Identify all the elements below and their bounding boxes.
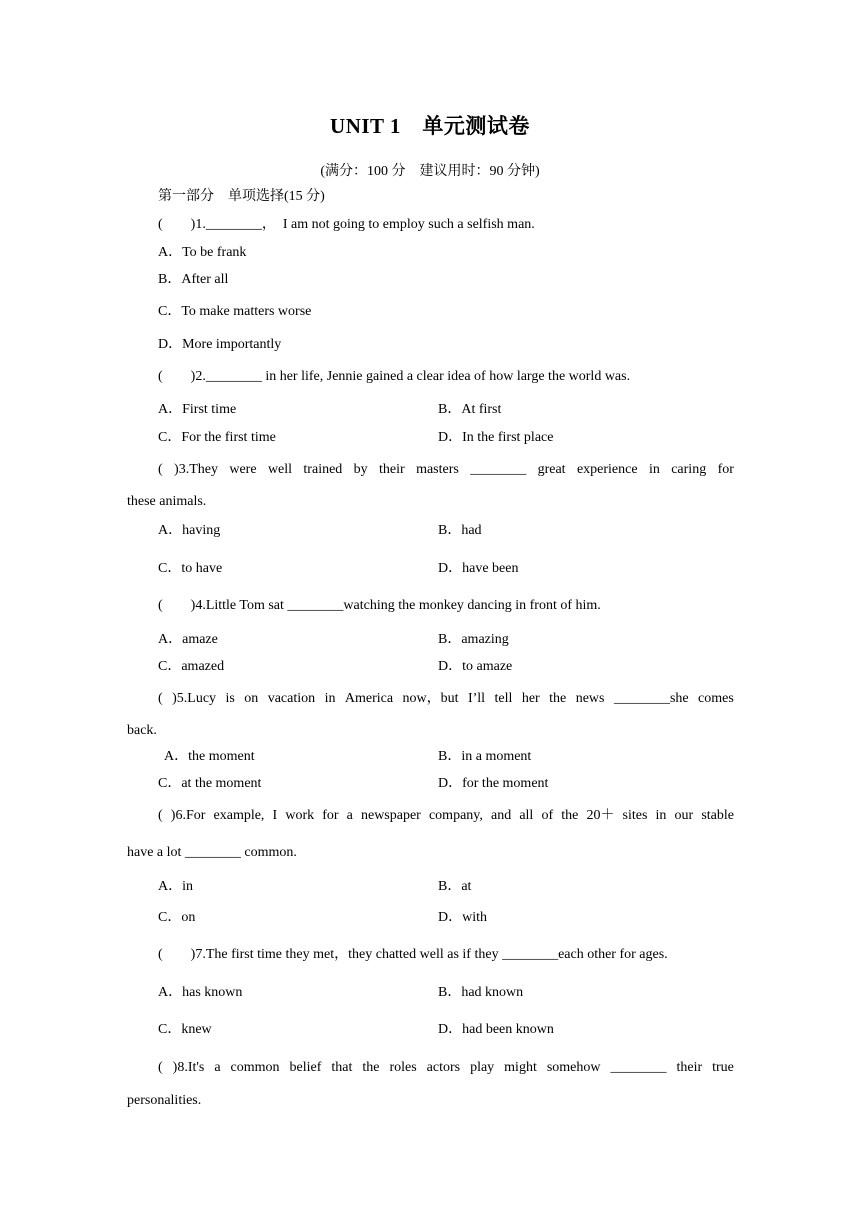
stem-word: and bbox=[491, 808, 512, 823]
stem-word: somehow bbox=[546, 1060, 601, 1075]
question-4-option-d: D．to amaze bbox=[438, 659, 513, 674]
stem-word: our bbox=[674, 808, 694, 823]
stem-word: roles bbox=[389, 1060, 417, 1075]
question-2-option-b: B．At first bbox=[438, 402, 502, 417]
question-1-stem: ( )1.________， I am not going to employ such a selfish man. bbox=[158, 217, 535, 232]
question-1-option-d: D．More importantly bbox=[158, 337, 282, 352]
stem-word: well bbox=[267, 462, 293, 477]
question-3-option-d: D．have been bbox=[438, 561, 519, 576]
stem-word: newspaper bbox=[360, 808, 421, 823]
stem-word: her bbox=[521, 691, 540, 706]
stem-word: in bbox=[648, 462, 660, 477]
stem-word: for bbox=[717, 462, 734, 477]
stem-word: ( bbox=[158, 808, 163, 823]
stem-word: now，but bbox=[402, 691, 459, 706]
question-8-stem-continued: personalities. bbox=[127, 1093, 202, 1108]
question-4-option-a: A．amaze bbox=[158, 632, 218, 647]
stem-word: might bbox=[504, 1060, 537, 1075]
question-4-option-b: B．amazing bbox=[438, 632, 509, 647]
question-5-option-d: D．for the moment bbox=[438, 776, 549, 791]
stem-word: I bbox=[272, 808, 278, 823]
question-1-option-c: C．To make matters worse bbox=[158, 304, 312, 319]
question-3-option-c: C．to have bbox=[158, 561, 223, 576]
stem-word: that bbox=[331, 1060, 353, 1075]
question-2-option-d: D．In the first place bbox=[438, 430, 554, 445]
stem-word: ( bbox=[158, 462, 163, 477]
question-2-stem: ( )2.________ in her life, Jennie gained a clear idea of how large the world was. bbox=[158, 369, 631, 384]
question-5-option-c: C．at the moment bbox=[158, 776, 262, 791]
question-5-option-b: B．in a moment bbox=[438, 749, 532, 764]
stem-word: their bbox=[379, 462, 405, 477]
stem-word: is bbox=[225, 691, 235, 706]
stem-word: company, bbox=[428, 808, 483, 823]
question-1-option-b: B．After all bbox=[158, 272, 229, 287]
stem-word: by bbox=[353, 462, 368, 477]
stem-word: work bbox=[285, 808, 315, 823]
question-6-stem bbox=[158, 807, 734, 825]
question-6-option-a: A．in bbox=[158, 879, 193, 894]
question-1-option-a: A．To be frank bbox=[158, 245, 247, 260]
stem-word: a bbox=[214, 1060, 221, 1075]
stem-word: ( bbox=[158, 1060, 163, 1075]
stem-word: play bbox=[470, 1060, 495, 1075]
question-4-stem: ( )4.Little Tom sat ________watching the monkey dancing in front of him. bbox=[158, 598, 601, 613]
stem-word: in bbox=[324, 691, 336, 706]
question-7-option-a: A．has known bbox=[158, 985, 243, 1000]
stem-word: tell bbox=[494, 691, 513, 706]
section-heading: 第一部分 单项选择(15 分) bbox=[158, 189, 325, 204]
stem-word: of bbox=[541, 808, 554, 823]
stem-word: were bbox=[229, 462, 257, 477]
stem-word: ( bbox=[158, 691, 163, 706]
stem-word: I’ll bbox=[467, 691, 486, 706]
stem-word: sites bbox=[622, 808, 648, 823]
question-5-stem-continued: back. bbox=[127, 723, 157, 738]
question-8-stem bbox=[158, 1059, 734, 1077]
stem-word: )5.Lucy bbox=[172, 691, 217, 706]
stem-word: belief bbox=[289, 1060, 322, 1075]
question-2-option-a: A．First time bbox=[158, 402, 237, 417]
question-7-option-d: D．had been known bbox=[438, 1022, 554, 1037]
question-6-option-d: D．with bbox=[438, 910, 487, 925]
stem-word: trained bbox=[303, 462, 343, 477]
stem-word: ________ bbox=[470, 462, 527, 477]
stem-word: )6.For bbox=[170, 808, 206, 823]
question-7-stem: ( )7.The first time they met，they chatted well as if they ________each other for ages. bbox=[158, 947, 668, 962]
stem-word: actors bbox=[426, 1060, 461, 1075]
stem-word: true bbox=[712, 1060, 734, 1075]
document-subtitle: (满分：100 分 建议用时：90 分钟) bbox=[320, 164, 540, 179]
stem-word: the bbox=[561, 808, 579, 823]
stem-word: example, bbox=[213, 808, 265, 823]
stem-word: news bbox=[575, 691, 605, 706]
stem-word: vacation bbox=[267, 691, 316, 706]
stem-word: )8.It's bbox=[172, 1060, 205, 1075]
stem-word: America bbox=[344, 691, 394, 706]
stem-word: in bbox=[655, 808, 667, 823]
question-6-option-c: C．on bbox=[158, 910, 196, 925]
stem-word: ________ bbox=[610, 1060, 667, 1075]
question-6-stem-continued: have a lot ________ common. bbox=[127, 845, 297, 860]
question-7-option-b: B．had known bbox=[438, 985, 524, 1000]
stem-word: the bbox=[549, 691, 567, 706]
question-3-option-b: B．had bbox=[438, 523, 482, 538]
stem-word: caring bbox=[671, 462, 707, 477]
question-7-option-c: C．knew bbox=[158, 1022, 212, 1037]
stem-word: stable bbox=[701, 808, 734, 823]
stem-word: masters bbox=[416, 462, 459, 477]
stem-word: all bbox=[519, 808, 534, 823]
stem-word: )3.They bbox=[174, 462, 218, 477]
stem-word: 20＋ bbox=[586, 808, 615, 823]
question-3-stem bbox=[158, 461, 734, 479]
stem-word: their bbox=[676, 1060, 703, 1075]
stem-word: comes bbox=[698, 691, 734, 706]
stem-word: common bbox=[230, 1060, 280, 1075]
question-4-option-c: C．amazed bbox=[158, 659, 225, 674]
stem-word: the bbox=[362, 1060, 380, 1075]
question-3-stem-continued: these animals. bbox=[127, 494, 207, 509]
question-5-option-a: A．the moment bbox=[164, 749, 255, 764]
question-6-option-b: B．at bbox=[438, 879, 472, 894]
question-5-stem bbox=[158, 690, 734, 708]
stem-word: for bbox=[322, 808, 339, 823]
document-title: UNIT 1 单元测试卷 bbox=[330, 114, 530, 138]
question-3-option-a: A．having bbox=[158, 523, 221, 538]
question-2-option-c: C．For the first time bbox=[158, 430, 276, 445]
stem-word: a bbox=[346, 808, 353, 823]
stem-word: on bbox=[244, 691, 259, 706]
stem-word: ________she bbox=[613, 691, 689, 706]
stem-word: experience bbox=[576, 462, 638, 477]
stem-word: great bbox=[537, 462, 566, 477]
